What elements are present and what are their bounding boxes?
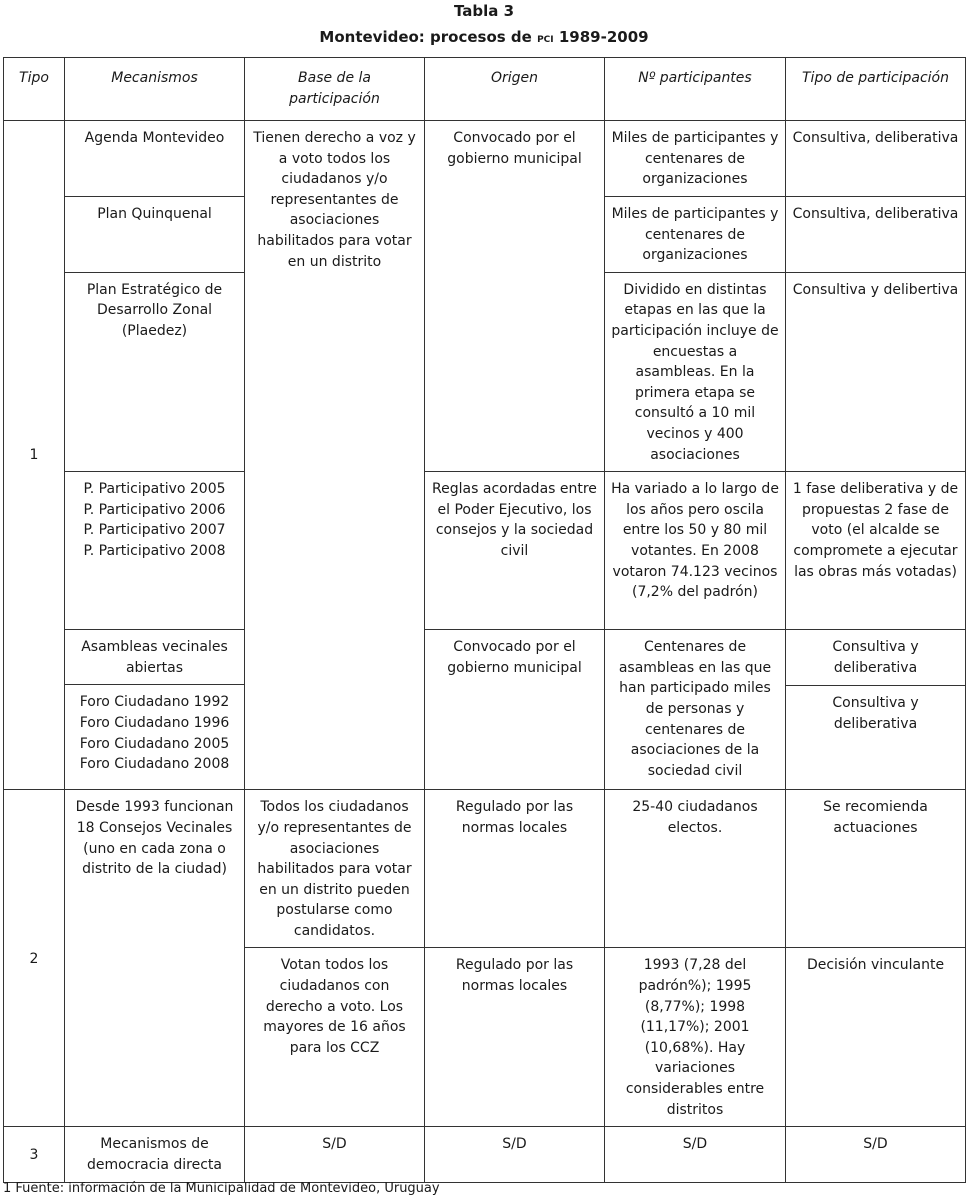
mecanismo-cell: Foro Ciudadano 1992 Foro Ciudadano 1996 Foro Ciudadano 2005 Foro Ciudadano 2008: [65, 685, 245, 790]
base-cell: S/D: [245, 1127, 425, 1182]
table-row: [4, 790, 966, 948]
participantes-cell: Miles de participantes y centenares de organizaciones: [605, 197, 786, 273]
tipo-cell: 1: [4, 121, 65, 790]
mecanismo-cell: Plan Quinquenal: [65, 197, 245, 273]
origen-cell: Reglas acordadas entre el Poder Ejecutivo, los consejos y la sociedad civil: [425, 472, 605, 630]
table-row: [4, 630, 966, 685]
subtitle-prefix: Montevideo: procesos de: [319, 28, 532, 46]
header-participantes: Nº participantes: [605, 58, 786, 121]
table-row: [4, 121, 966, 197]
header-origen: Origen: [425, 58, 605, 121]
footnote: 1 Fuente: información de la Municipalidad de Montevideo, Uruguay: [3, 1181, 440, 1196]
subtitle-suffix: 1989-2009: [558, 28, 649, 46]
base-cell: Tienen derecho a voz y a voto todos los ciudadanos y/o representantes de asociaciones habilitados para votar en un distrito: [245, 121, 425, 790]
origen-cell: Regulado por las normas locales: [425, 790, 605, 948]
origen-cell: S/D: [425, 1127, 605, 1182]
base-cell: Todos los ciudadanos y/o representantes de asociaciones habilitados para votar en un distrito pueden postularse como candidatos.: [245, 790, 425, 948]
participantes-cell: Ha variado a lo largo de los años pero oscila entre los 50 y 80 mil votantes. En 2008 votaron 74.123 vecinos (7,2% del padrón): [605, 472, 786, 630]
tipo-participacion-cell: Consultiva y deliberativa: [786, 686, 966, 790]
base-cell: Votan todos los ciudadanos con derecho a voto. Los mayores de 16 años para los CCZ: [245, 948, 425, 1127]
tipo-participacion-cell: Se recomienda actuaciones: [786, 790, 966, 948]
header-tipo: Tipo: [4, 58, 65, 121]
header-tipo-participacion: Tipo de participación: [786, 58, 966, 121]
header-mecanismos: Mecanismos: [65, 58, 245, 121]
table-title: Tabla 3: [453, 2, 515, 20]
table-subtitle: [0, 28, 968, 48]
origen-cell: Convocado por el gobierno municipal: [425, 630, 605, 790]
mecanismo-cell: Desde 1993 funcionan 18 Consejos Vecinales (uno en cada zona o distrito de la ciudad): [65, 790, 245, 1127]
mecanismo-cell: Asambleas vecinales abiertas: [65, 630, 245, 685]
participantes-cell: Centenares de asambleas en las que han participado miles de personas y centenares de asociaciones de la sociedad civil: [605, 630, 786, 790]
tipo-participacion-cell: S/D: [786, 1127, 966, 1182]
tipo-cell: 3: [4, 1127, 65, 1182]
header-base: Base de la participación: [245, 58, 425, 121]
participantes-cell: S/D: [605, 1127, 786, 1182]
table-row: [4, 1127, 966, 1182]
header-row: [4, 58, 966, 121]
tipo-participacion-cell: 1 fase deliberativa y de propuestas 2 fase de voto (el alcalde se compromete a ejecutar las obras más votadas): [786, 472, 966, 630]
tipo-cell: 2: [4, 790, 65, 1127]
mecanismo-cell: Agenda Montevideo: [65, 121, 245, 197]
origen-cell: Regulado por las normas locales: [425, 948, 605, 1127]
mecanismo-cell: Mecanismos de democracia directa: [65, 1127, 245, 1182]
tipo-participacion-cell: Consultiva, deliberativa: [786, 121, 966, 197]
participantes-cell: Miles de participantes y centenares de organizaciones: [605, 121, 786, 197]
participantes-cell: 25-40 ciudadanos electos.: [605, 790, 786, 948]
origen-cell: Convocado por el gobierno municipal: [425, 121, 605, 472]
participantes-cell: 1993 (7,28 del padrón%); 1995 (8,77%); 1998 (11,17%); 2001 (10,68%). Hay variaciones considerables entre distritos: [605, 948, 786, 1127]
tipo-participacion-cell: Consultiva y delibertiva: [786, 272, 966, 471]
tipo-participacion-cell: Consultiva, deliberativa: [786, 197, 966, 273]
tipo-participacion-cell: Consultiva y deliberativa: [786, 630, 966, 686]
tipo-participacion-cell: Decisión vinculante: [786, 948, 966, 1127]
mecanismo-cell: P. Participativo 2005 P. Participativo 2006 P. Participativo 2007 P. Participativo 2008: [65, 472, 245, 630]
mecanismo-cell: Plan Estratégico de Desarrollo Zonal (Plaedez): [65, 272, 245, 471]
participantes-cell: Dividido en distintas etapas en las que la participación incluye de encuestas a asambleas. En la primera etapa se consultó a 10 mil vecinos y 400 asociaciones: [605, 272, 786, 471]
table-row: [4, 472, 966, 630]
data-table: [3, 57, 966, 1183]
subtitle-acronym: pci: [537, 31, 554, 46]
